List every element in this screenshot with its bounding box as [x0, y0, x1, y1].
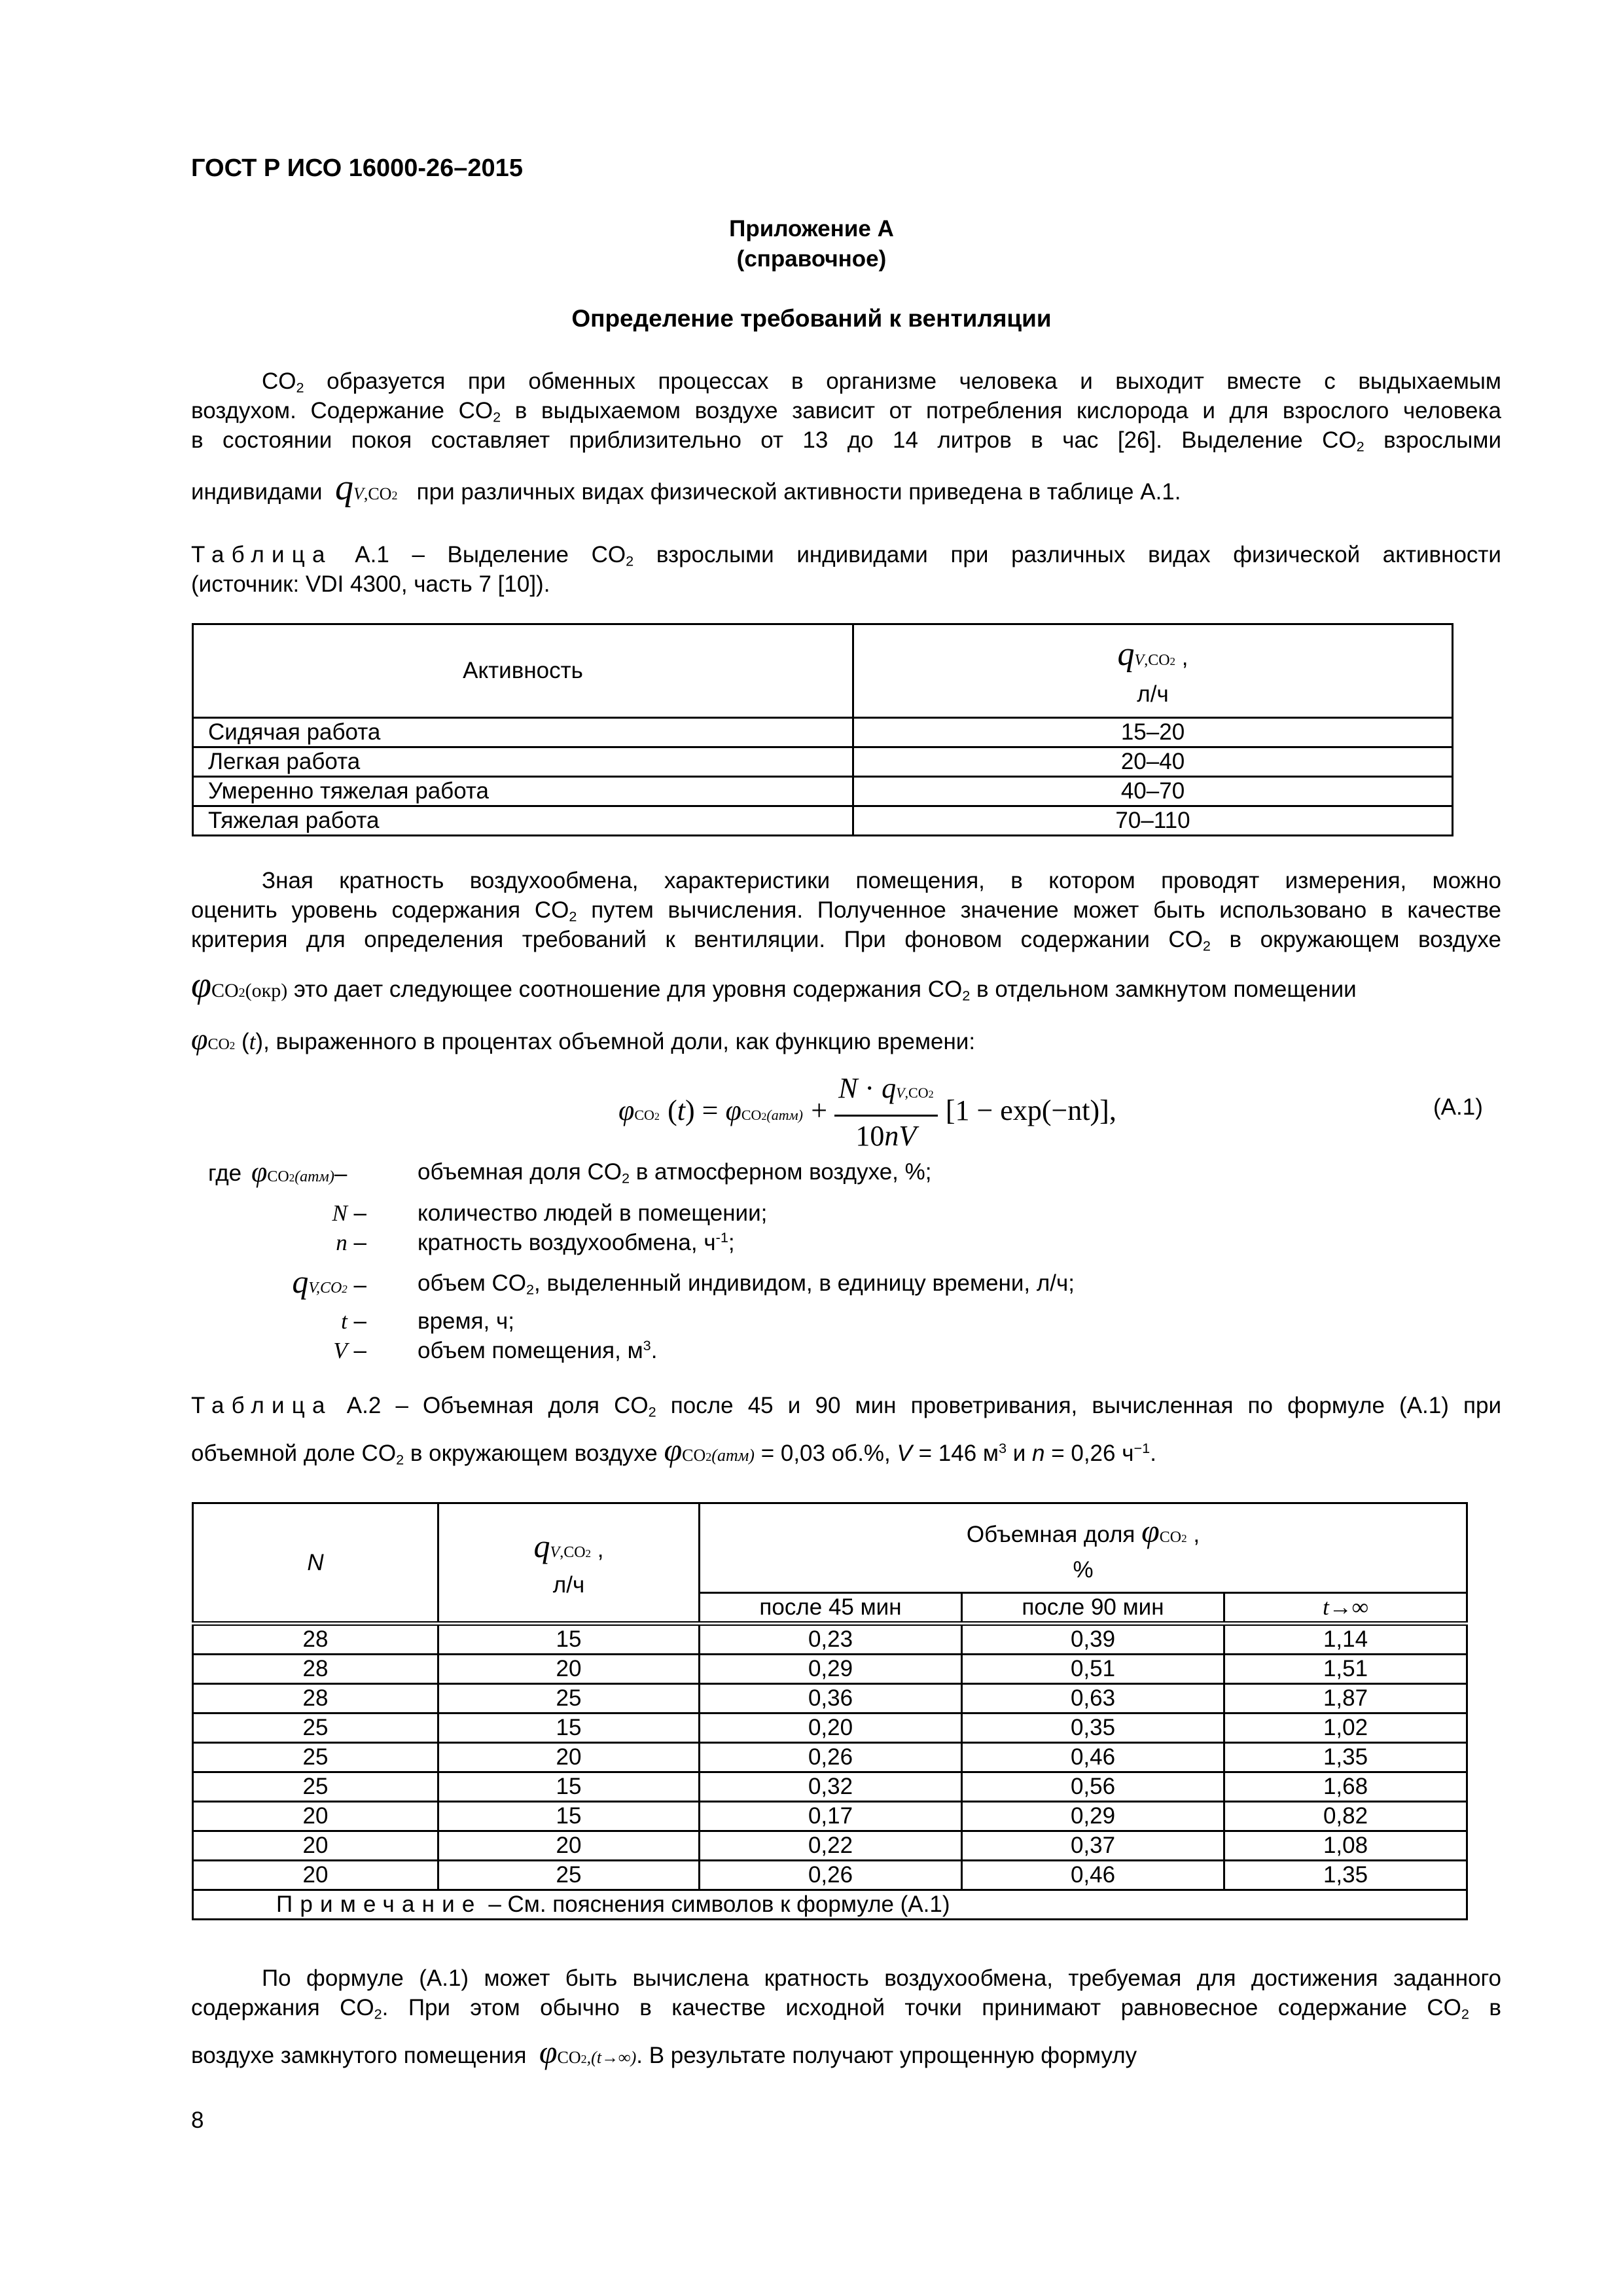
- table1-header-q: qV,CO2 , л/ч: [853, 624, 1453, 718]
- para1-line1: $CO_2$ образуется при обменных процессах в организме человека и выходит вместе с выдыхаемым: [262, 368, 1501, 396]
- table1-header-activity: Активность: [193, 624, 853, 718]
- q-symbol: q: [334, 467, 353, 508]
- table2-header-90: после 90 мин: [962, 1593, 1224, 1624]
- table2-header-fraction: Объемная доля φCO2 , %: [700, 1503, 1467, 1593]
- table-row: 20 15 0,17 0,29 0,82: [193, 1802, 1467, 1831]
- table-co2-emission: [192, 623, 1454, 836]
- legend-where: где: [208, 1160, 242, 1186]
- legend-symbol-V: V –: [333, 1338, 366, 1363]
- table-row: 25 15 0,20 0,35 1,02: [193, 1713, 1467, 1743]
- para1-line3: в состоянии покоя составляет приблизительно от 13 до 14 литров в час [26]. Выделение $CO_2$ взрослыми: [191, 427, 1501, 455]
- table2-header-inf: t→∞: [1224, 1593, 1467, 1624]
- formula-a1: φCO2 (t) = φCO2(атм) + $\frac{N \cdot qV,CO2}{10nV}$ [1 − exp(−nt)],: [618, 1070, 1116, 1155]
- table2-header-45: после 45 мин: [700, 1593, 962, 1624]
- para2-line3: критерия для определения требований к вентиляции. При фоновом содержании $CO_2$ в окружающем воздухе: [191, 927, 1501, 954]
- table2-header-q: qV,CO2 , л/ч: [438, 1503, 700, 1624]
- table-row: Тяжелая работа 70–110: [193, 806, 1453, 836]
- legend-symbol-q: qV,CO2 –: [292, 1263, 366, 1300]
- para3-line1: По формуле (А.1) может быть вычислена кратность воздухообмена, требуемая для достижения заданного: [262, 1965, 1501, 1991]
- table1-unit: л/ч: [1137, 681, 1169, 707]
- table1-caption: Таблица А.1 – Выделение $CO_2$ взрослыми индивидами при различных видах физической активности: [191, 542, 1501, 569]
- para3-line2: содержания $CO_2$. При этом обычно в качестве исходной точки принимают равновесное содержание $CO_2$ в: [191, 1995, 1501, 2022]
- table2-caption: Таблица А.2 – Объемная доля $CO_2$ после 45 и 90 мин проветривания, вычисленная по формуле (А.1) при: [191, 1393, 1501, 1420]
- table-row: 28 25 0,36 0,63 1,87: [193, 1684, 1467, 1713]
- table-row: Легкая работа 20–40: [193, 747, 1453, 777]
- para3-line3: воздухе замкнутого помещения φCO2,(t→∞). В результате получают упрощенную формулу: [191, 2034, 1137, 2070]
- table-row: 25 15 0,32 0,56 1,68: [193, 1772, 1467, 1802]
- legend-item-phi-atm: φCO2(атм)–: [251, 1156, 348, 1188]
- para2-line4: φCO2(окр) это дает следующее соотношение для уровня содержания $CO_2$ в отдельном замкнутом помещении: [191, 965, 1357, 1005]
- table2-header-N: N: [193, 1503, 438, 1624]
- table-row: 28 20 0,29 0,51 1,51: [193, 1655, 1467, 1684]
- para1-line4: индивидами qV,CO2 при различных видах физической активности приведена в таблице А.1.: [191, 467, 1181, 508]
- table-row: 28 15 0,23 0,39 1,14: [193, 1624, 1467, 1655]
- table-co2-fraction: [192, 1502, 1468, 1920]
- table-row: 25 20 0,26 0,46 1,35: [193, 1743, 1467, 1772]
- legend-symbol-N: N –: [332, 1200, 366, 1226]
- table-row: Умеренно тяжелая работа 40–70: [193, 777, 1453, 806]
- table-row: 20 20 0,22 0,37 1,08: [193, 1831, 1467, 1861]
- document-id: ГОСТ Р ИСО 16000-26–2015: [191, 154, 523, 182]
- legend-symbol-n: n –: [336, 1230, 366, 1255]
- appendix-type: (справочное): [736, 246, 887, 272]
- para2-line2: оценить уровень содержания $CO_2$ путем вычисления. Полученное значение может быть использовано в качестве: [191, 897, 1501, 925]
- page-number: 8: [191, 2108, 204, 2133]
- table2-note: Примечание – См. пояснения символов к формуле (А.1): [193, 1890, 1467, 1920]
- legend-symbol-t: t –: [341, 1308, 366, 1334]
- table-row: 20 25 0,26 0,46 1,35: [193, 1861, 1467, 1890]
- para1-line2: воздухом. Содержание $CO_2$ в выдыхаемом воздухе зависит от потребления кислорода и для взрослого человека: [191, 398, 1501, 425]
- formula-number: (A.1): [1433, 1094, 1483, 1120]
- section-title: Определение требований к вентиляции: [571, 305, 1052, 332]
- table-row: Сидячая работа 15–20: [193, 718, 1453, 747]
- table2-caption-line2: объемной доле $CO_2$ в окружающем воздухе φCO2(атм) = 0,03 об.%, V = 146 $м^3$ и n = 0,26 $ч^{-1}$.: [191, 1431, 1156, 1468]
- para2-line1: Зная кратность воздухообмена, характеристики помещения, в котором проводят измерения, можно: [262, 868, 1501, 893]
- table1-caption-line2: (источник: VDI 4300, часть 7 [10]).: [191, 571, 550, 597]
- para2-line5: φCO2 (t), выраженного в процентах объемной доли, как функцию времени:: [191, 1022, 976, 1056]
- appendix-title: Приложение А: [729, 216, 894, 242]
